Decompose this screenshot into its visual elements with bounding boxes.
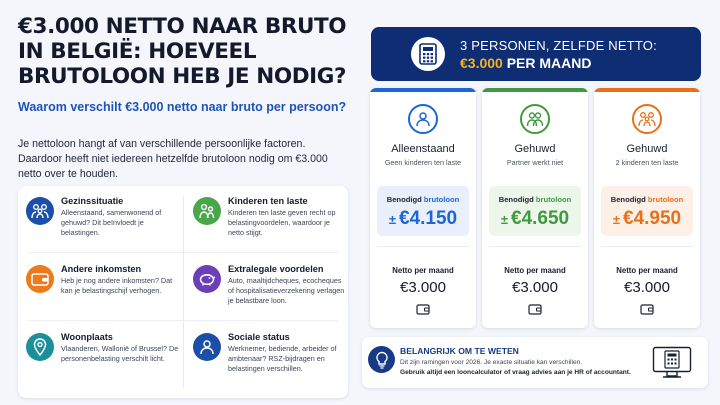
factor-title: Extralegale voordelen	[228, 264, 324, 274]
bruto-value	[377, 208, 469, 230]
children-icon	[193, 197, 221, 225]
card-title: Gehuwd	[626, 143, 668, 155]
divider	[601, 246, 693, 247]
bruto-value	[601, 208, 693, 230]
factor-desc: Vlaanderen, Wallonië of Brussel? De personenbelasting verschilt licht.	[61, 344, 179, 363]
wallet-icon	[416, 303, 430, 315]
bruto-label-b: brutoloon	[535, 195, 572, 204]
bruto-label-b: brutoloon	[647, 195, 684, 204]
bruto-label	[489, 195, 581, 204]
factor-title: Sociale status	[228, 332, 290, 342]
bruto-amount: €4.150	[399, 208, 458, 229]
subtitle: Waarom verschilt €3.000 netto naar bruto per persoon?	[18, 100, 347, 114]
factor-title: Woonplaats	[61, 332, 113, 342]
bruto-label-b: brutoloon	[423, 195, 460, 204]
banner-line2	[460, 55, 592, 71]
card-subtitle: Partner werkt niet	[506, 158, 564, 167]
bruto-label	[377, 195, 469, 204]
wallet-icon	[528, 303, 542, 315]
page-title	[18, 14, 358, 89]
banner-line2-rest: PER MAAND	[502, 55, 592, 71]
monitor-calculator-icon	[652, 346, 692, 380]
net-value: €3.000	[400, 279, 446, 296]
approx-sign: ±	[500, 212, 508, 227]
card-subtitle: 2 kinderen ten laste	[615, 158, 679, 167]
factor-desc: Werknemer, bediende, arbeider of ambtenaar? RSZ-bijdragen en belastingen verschillen.	[228, 344, 337, 373]
family-icon	[632, 104, 662, 134]
bruto-label-a: Benodigd	[386, 195, 424, 204]
wallet-icon	[640, 303, 654, 315]
net-label: Netto per maand	[616, 266, 678, 275]
intro-text: Je nettoloon hangt af van verschillende persoonlijke factoren. Daardoor heeft niet iedereen hetzelfde brutoloon nodig om €3.000 netto over te houden.	[18, 138, 328, 180]
wallet-icon	[26, 265, 54, 293]
banner-line1: 3 PERSONEN, ZELFDE NETTO:	[460, 38, 657, 53]
approx-sign: ±	[388, 212, 396, 227]
person-badge-icon	[193, 333, 221, 361]
factor-woonplaats	[18, 322, 178, 388]
title-line: BRUTOLOON HEB JE NODIG?	[18, 64, 347, 89]
notice-box	[362, 337, 708, 388]
divider	[489, 246, 581, 247]
bruto-label-a: Benodigd	[498, 195, 536, 204]
bruto-label	[601, 195, 693, 204]
banner-amount: €3.000	[460, 55, 503, 71]
factor-desc: Auto, maaltijdcheques, ecocheques of hospitalisatieverzekering verlagen je belastbare loon.	[228, 276, 345, 305]
banner	[371, 27, 701, 81]
title-line: €3.000 NETTO NAAR BRUTO	[18, 14, 347, 39]
factor-gezinssituatie	[18, 186, 178, 252]
lightbulb-icon	[368, 346, 395, 373]
card-accent-bar	[370, 88, 476, 92]
card-title: Gehuwd	[514, 143, 556, 155]
divider	[377, 246, 469, 247]
divider	[28, 320, 338, 321]
net-value: €3.000	[624, 279, 670, 296]
factor-kinderen	[185, 186, 345, 252]
bruto-amount: €4.650	[511, 208, 570, 229]
card-accent-bar	[594, 88, 700, 92]
net-label: Netto per maand	[392, 266, 454, 275]
bruto-box	[489, 186, 581, 236]
factor-title: Andere inkomsten	[61, 264, 142, 274]
divider	[28, 252, 338, 253]
bruto-label-a: Benodigd	[610, 195, 648, 204]
factor-title: Kinderen ten laste	[228, 196, 308, 206]
factor-desc: Kinderen ten laste geven recht op belastingvoordelen, waardoor je netto stijgt.	[228, 208, 336, 237]
factor-andere-inkomsten	[18, 254, 178, 320]
bruto-box	[377, 186, 469, 236]
divider	[183, 196, 184, 388]
factors-panel	[18, 186, 348, 398]
approx-sign: ±	[612, 212, 620, 227]
single-person-icon	[408, 104, 438, 134]
factor-extralegale	[185, 254, 345, 320]
bruto-box	[601, 186, 693, 236]
factor-sociale-status	[185, 322, 345, 388]
net-value: €3.000	[512, 279, 558, 296]
title-line: IN BELGIË: HOEVEEL	[18, 39, 257, 64]
notice-line1: Dit zijn ramingen voor 2026. Je exacte situatie kan verschillen.	[400, 359, 583, 366]
factor-desc: Heb je nog andere inkomsten? Dat kan je belastingschijf verhogen.	[61, 276, 173, 295]
card-title: Alleenstaand	[391, 143, 455, 155]
family-icon	[26, 197, 54, 225]
bruto-value	[489, 208, 581, 230]
couple-icon	[520, 104, 550, 134]
factor-desc: Alleenstaand, samenwonend of gehuwd? Dit beïnvloedt je belastingen.	[61, 208, 162, 237]
scenario-card	[370, 88, 476, 328]
factor-title: Gezinssituatie	[61, 196, 124, 206]
bruto-amount: €4.950	[623, 208, 682, 229]
scenario-card	[482, 88, 588, 328]
piggy-bank-icon	[193, 265, 221, 293]
location-pin-icon	[26, 333, 54, 361]
card-accent-bar	[482, 88, 588, 92]
card-subtitle: Geen kinderen ten laste	[384, 158, 462, 167]
scenario-card	[594, 88, 700, 328]
net-label: Netto per maand	[504, 266, 566, 275]
calculator-icon	[411, 37, 445, 71]
notice-title: BELANGRIJK OM TE WETEN	[400, 346, 519, 356]
notice-line2: Gebruik altijd een looncalculator of vraag advies aan je HR of accountant.	[400, 369, 631, 376]
